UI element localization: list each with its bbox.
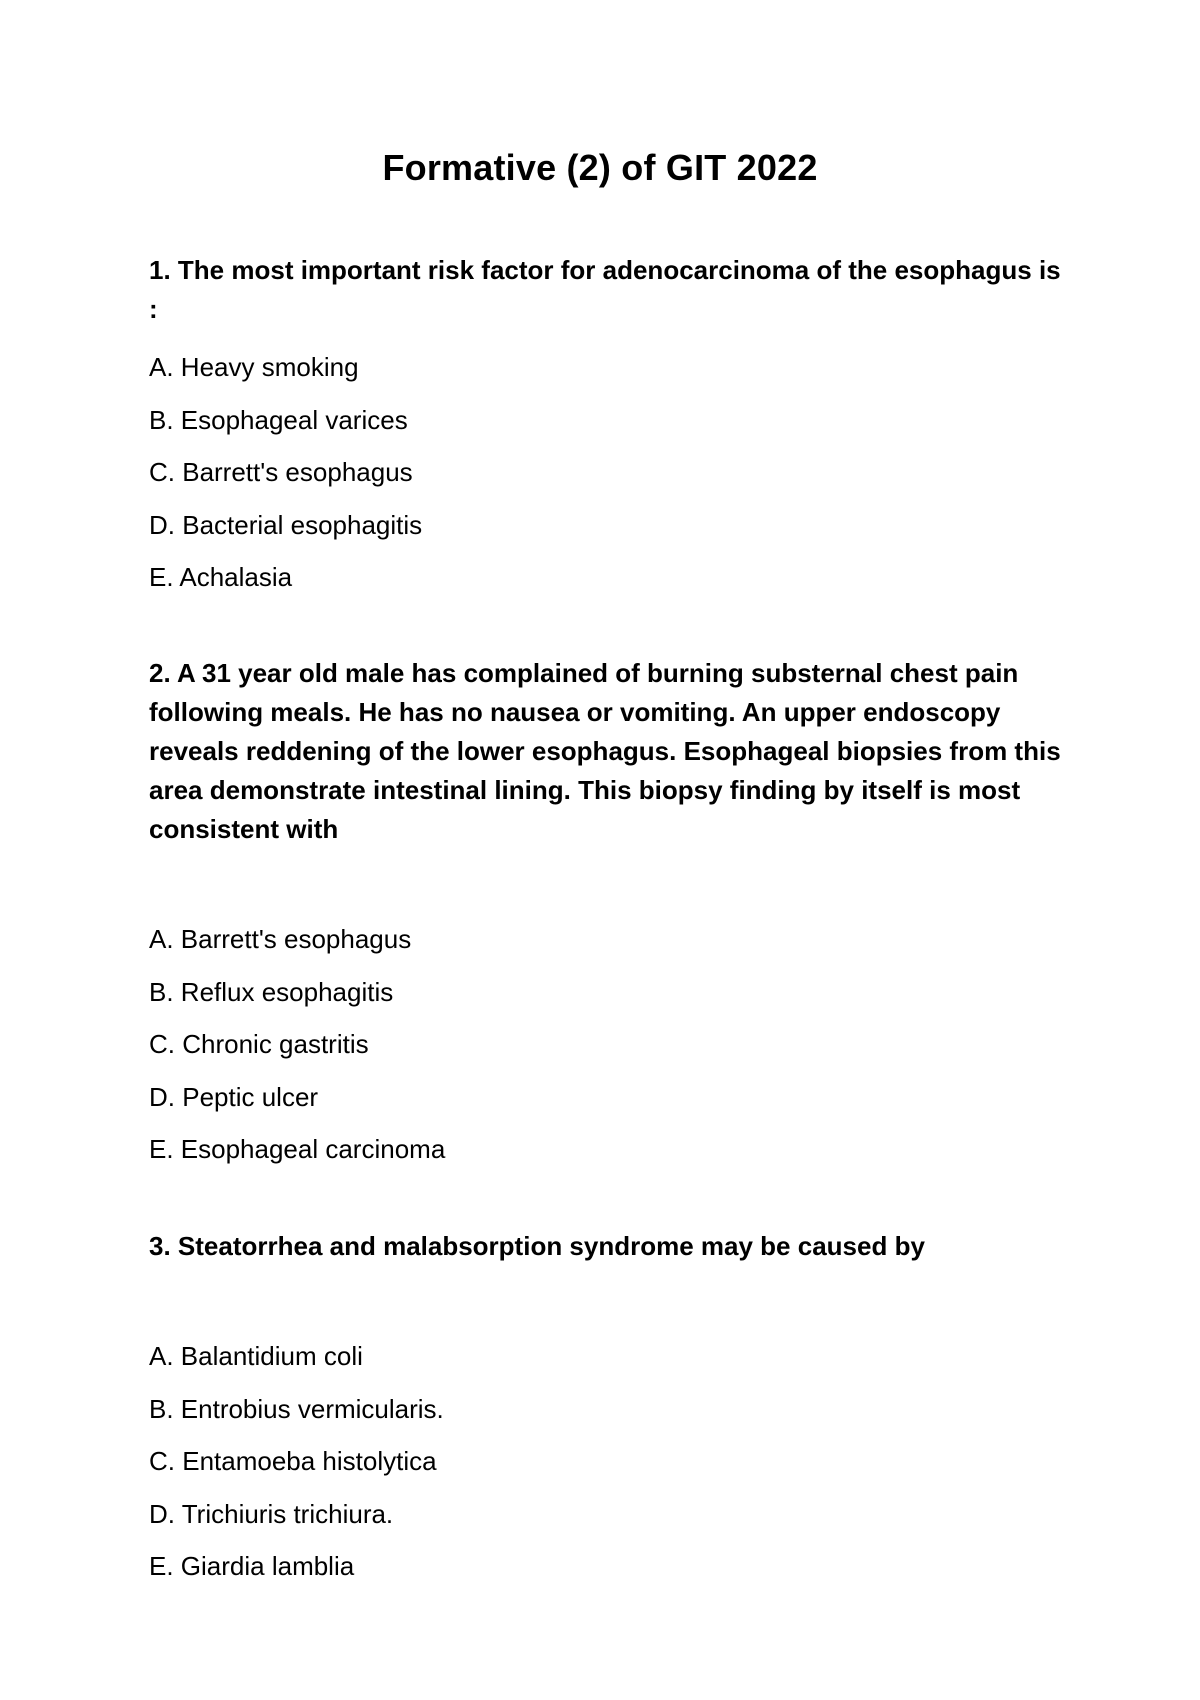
answer-option: B. Entrobius vermicularis. <box>149 1393 444 1424</box>
answer-option: B. Esophageal varices <box>149 404 408 435</box>
answer-option: B. Reflux esophagitis <box>149 976 394 1007</box>
answer-option: E. Achalasia <box>149 562 293 592</box>
question-1 <box>149 251 1069 604</box>
answer-option: C. Barrett's esophagus <box>149 457 413 487</box>
answer-option: D. Peptic ulcer <box>149 1081 319 1112</box>
question-text: 1. The most important risk factor for adenocarcinoma of the esophagus is : <box>149 255 1061 324</box>
answer-options <box>149 1330 1069 1593</box>
answer-option: E. Giardia lamblia <box>149 1551 355 1581</box>
page-title: Formative (2) of GIT 2022 <box>382 147 818 189</box>
question-text: 3. Steatorrhea and malabsorption syndrome may be caused by <box>149 1231 925 1261</box>
answer-option: C. Chronic gastritis <box>149 1029 369 1059</box>
answer-option: A. Heavy smoking <box>149 352 359 382</box>
answer-option: C. Entamoeba histolytica <box>149 1446 437 1476</box>
answer-option: D. Trichiuris trichiura. <box>149 1498 394 1529</box>
answer-options <box>149 341 1069 604</box>
answer-option: E. Esophageal carcinoma <box>149 1134 446 1164</box>
question-2 <box>149 654 1069 1176</box>
answer-option: A. Barrett's esophagus <box>149 924 412 954</box>
answer-option: D. Bacterial esophagitis <box>149 509 423 540</box>
answer-option: A. Balantidium coli <box>149 1341 363 1371</box>
question-3 <box>149 1227 1069 1593</box>
answer-options <box>149 913 1069 1176</box>
question-text: 2. A 31 year old male has complained of burning substernal chest pain following meals. He has no nausea or vomiting. An upper endoscopy reveals reddening of the lower esophagus. Esophageal biopsies from this area demonstrate intestinal lining. This biopsy finding by itself is most consistent with <box>149 658 1061 844</box>
